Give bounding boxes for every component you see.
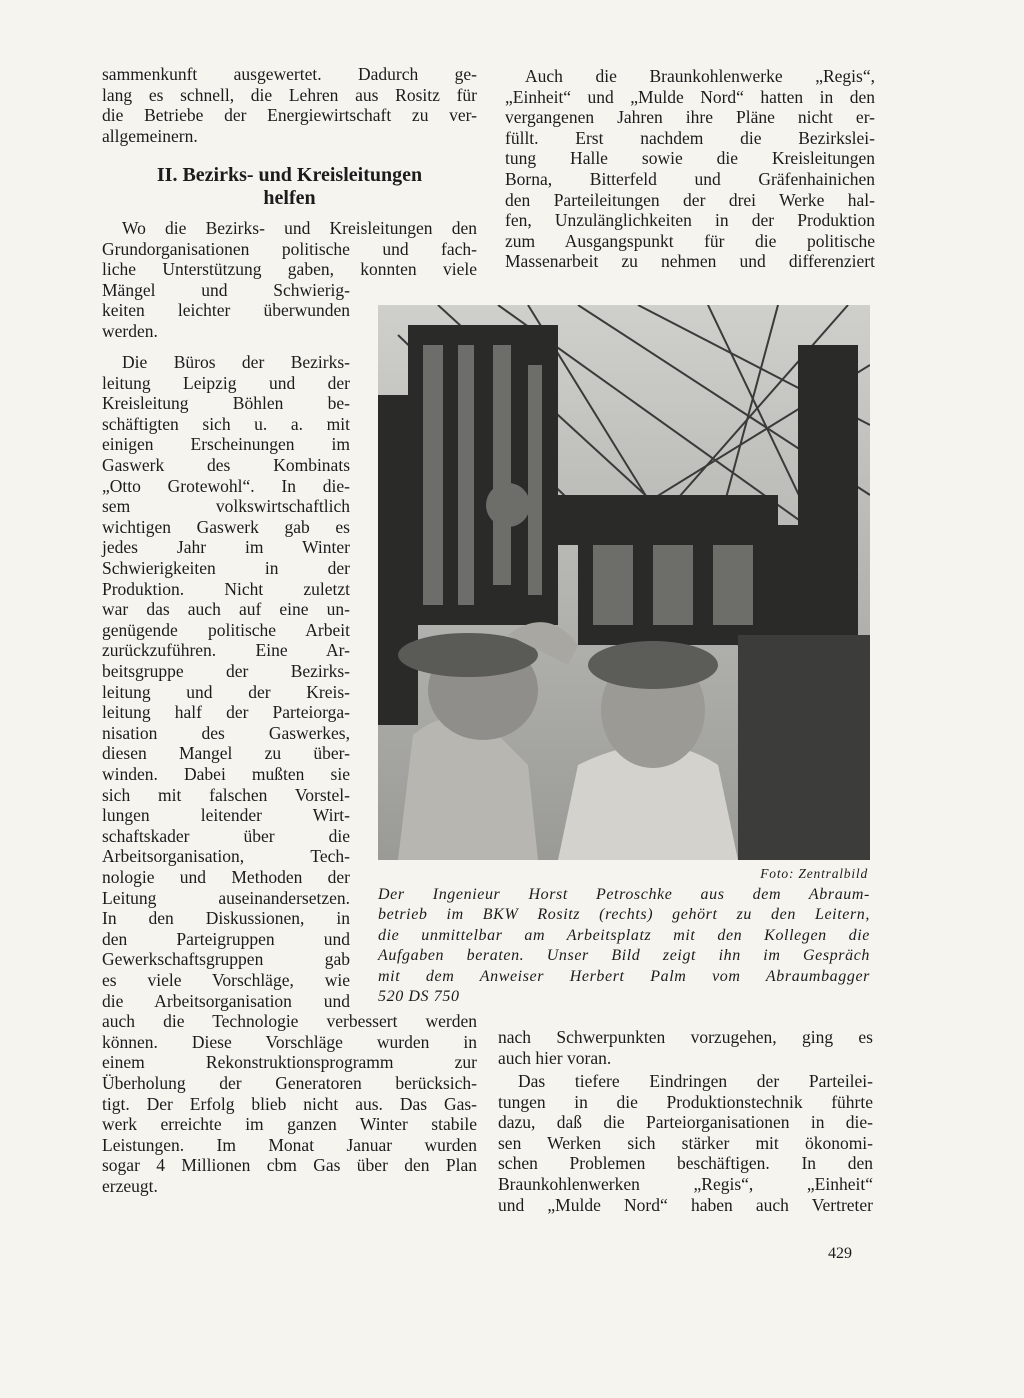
- text-line: winden. Dabei mußten sie: [102, 764, 350, 784]
- caption-line: Aufgaben beraten. Unser Bild zeigt ihn im Gespräch: [378, 947, 870, 965]
- text-line: In den Diskussionen, in: [102, 908, 350, 929]
- text-line: tigt. Der Erfolg blieb nicht aus. Das Gas-: [102, 1093, 477, 1114]
- caption-line: Der Ingenieur Horst Petroschke aus dem Abraum-: [378, 886, 870, 903]
- text-line: beitsgruppe der Bezirks-: [102, 661, 350, 681]
- heading-line: II. Bezirks- und Kreisleitungen: [156, 164, 423, 186]
- text-line: Kreisleitung Böhlen be-: [102, 393, 350, 414]
- text-line: „Otto Grotewohl“. In die-: [102, 475, 350, 496]
- text-line: „Einheit“ und „Mulde Nord“ hatten in den: [505, 86, 875, 107]
- text-line: lungen leitender Wirt-: [102, 805, 350, 826]
- text-line: auch hier voran.: [498, 1047, 612, 1068]
- text-line: einigen Erscheinungen im: [102, 434, 350, 455]
- text-line: war das auch auf eine un-: [102, 599, 350, 620]
- text-line: liche Unterstützung gaben, konnten viele: [102, 259, 477, 280]
- text-line: wichtigen Gaswerk gab es: [102, 516, 350, 537]
- text-line: nach Schwerpunkten vorzugehen, ging es: [498, 1027, 873, 1047]
- text-line: Schwierigkeiten in der: [102, 558, 350, 578]
- text-line: tungen in die Produktionstechnik führte: [498, 1091, 873, 1112]
- text-line: den Parteileitungen der drei Werke hal-: [505, 189, 875, 210]
- text-line: schaftskader über die: [102, 825, 350, 846]
- text-line: zum Ausgangspunkt für die politische: [505, 230, 875, 251]
- text-line: werden.: [102, 321, 158, 341]
- text-line: auch die Technologie verbessert werden: [102, 1011, 477, 1032]
- text-line: einem Rekonstruktionsprogramm zur: [102, 1052, 477, 1073]
- text-line: Borna, Bitterfeld und Gräfenhainichen: [505, 169, 875, 189]
- text-line: nologie und Methoden der: [102, 867, 350, 887]
- text-line: schen Problemen beschäftigen. In den: [498, 1153, 873, 1174]
- text-line: Mängel und Schwierig-: [102, 279, 350, 300]
- text-line: Gaswerk des Kombinats: [102, 455, 350, 475]
- caption-line: betrieb im BKW Rositz (rechts) gehört zu den Leitern,: [378, 906, 870, 924]
- text-line: leitung und der Kreis-: [102, 681, 350, 702]
- text-line: sich mit falschen Vorstel-: [102, 784, 350, 805]
- text-line: Das tiefere Eindringen der Parteilei-: [518, 1071, 873, 1091]
- text-line: fen, Unzulänglichkeiten in der Produktion: [505, 210, 875, 231]
- heading-line: helfen: [263, 187, 316, 209]
- text-line: Die Büros der Bezirks-: [122, 352, 350, 372]
- text-line: Wo die Bezirks- und Kreisleitungen den: [122, 218, 477, 238]
- text-line: Produktion. Nicht zuletzt: [102, 578, 350, 599]
- text-line: leitung Leipzig und der: [102, 372, 350, 393]
- text-line: Leitung auseinandersetzen.: [102, 887, 350, 908]
- text-line: nisation des Gaswerkes,: [102, 722, 350, 743]
- text-line: jedes Jahr im Winter: [102, 537, 350, 558]
- text-line: genügende politische Arbeit: [102, 619, 350, 640]
- text-line: zurückzuführen. Eine Ar-: [102, 640, 350, 661]
- text-line: werk erreichte im ganzen Winter stabile: [102, 1114, 477, 1135]
- caption-line: 520 DS 750: [378, 988, 460, 1005]
- caption-line: mit dem Anweiser Herbert Palm vom Abraumbagger: [378, 967, 870, 985]
- text-line: Braunkohlenwerken „Regis“, „Einheit“: [498, 1174, 873, 1194]
- text-line: Leistungen. Im Monat Januar wurden: [102, 1134, 477, 1155]
- text-line: Massenarbeit zu nehmen und differenziert: [505, 251, 875, 272]
- text-line: diesen Mangel zu über-: [102, 743, 350, 764]
- text-line: sammenkunft ausgewertet. Dadurch ge-: [102, 64, 477, 84]
- page-number: 429: [828, 1245, 852, 1262]
- text-line: sogar 4 Millionen cbm Gas über den Plan: [102, 1155, 477, 1176]
- text-line: lang es schnell, die Lehren aus Rositz für: [102, 84, 477, 105]
- text-line: Grundorganisationen politische und fach-: [102, 238, 477, 259]
- text-line: leitung half der Parteiorga-: [102, 702, 350, 723]
- text-line: und „Mulde Nord“ haben auch Vertreter: [498, 1194, 873, 1215]
- text-line: vergangenen Jahren ihre Pläne nicht er-: [505, 107, 875, 128]
- text-line: tung Halle sowie die Kreisleitungen: [505, 148, 875, 169]
- text-line: Auch die Braunkohlenwerke „Regis“,: [525, 66, 875, 86]
- text-line: erzeugt.: [102, 1176, 158, 1196]
- text-line: die Arbeitsorganisation und: [102, 990, 350, 1011]
- text-line: Überholung der Generatoren berücksich-: [102, 1073, 477, 1093]
- text-line: dazu, daß die Parteiorganisationen in die-: [498, 1112, 873, 1133]
- text-line: sen Werken sich stärker mit ökonomi-: [498, 1132, 873, 1153]
- text-line: Gewerkschaftsgruppen gab: [102, 949, 350, 970]
- text-line: schäftigten sich u. a. mit: [102, 413, 350, 434]
- photo-credit: Foto: Zentralbild: [760, 866, 868, 881]
- text-line: füllt. Erst nachdem die Bezirkslei-: [505, 127, 875, 148]
- text-line: Arbeitsorganisation, Tech-: [102, 846, 350, 867]
- text-line: können. Diese Vorschläge wurden in: [102, 1031, 477, 1052]
- text-line: es viele Vorschläge, wie: [102, 970, 350, 990]
- text-line: allgemeinern.: [102, 125, 198, 146]
- excavator-photo: [378, 305, 870, 860]
- text-line: sem volkswirtschaftlich: [102, 496, 350, 517]
- text-line: den Parteigruppen und: [102, 928, 350, 949]
- caption-line: die unmittelbar am Arbeitsplatz mit den Kollegen die: [378, 926, 870, 944]
- text-line: die Betriebe der Energiewirtschaft zu ver-: [102, 105, 477, 126]
- text-line: keiten leichter überwunden: [102, 300, 350, 321]
